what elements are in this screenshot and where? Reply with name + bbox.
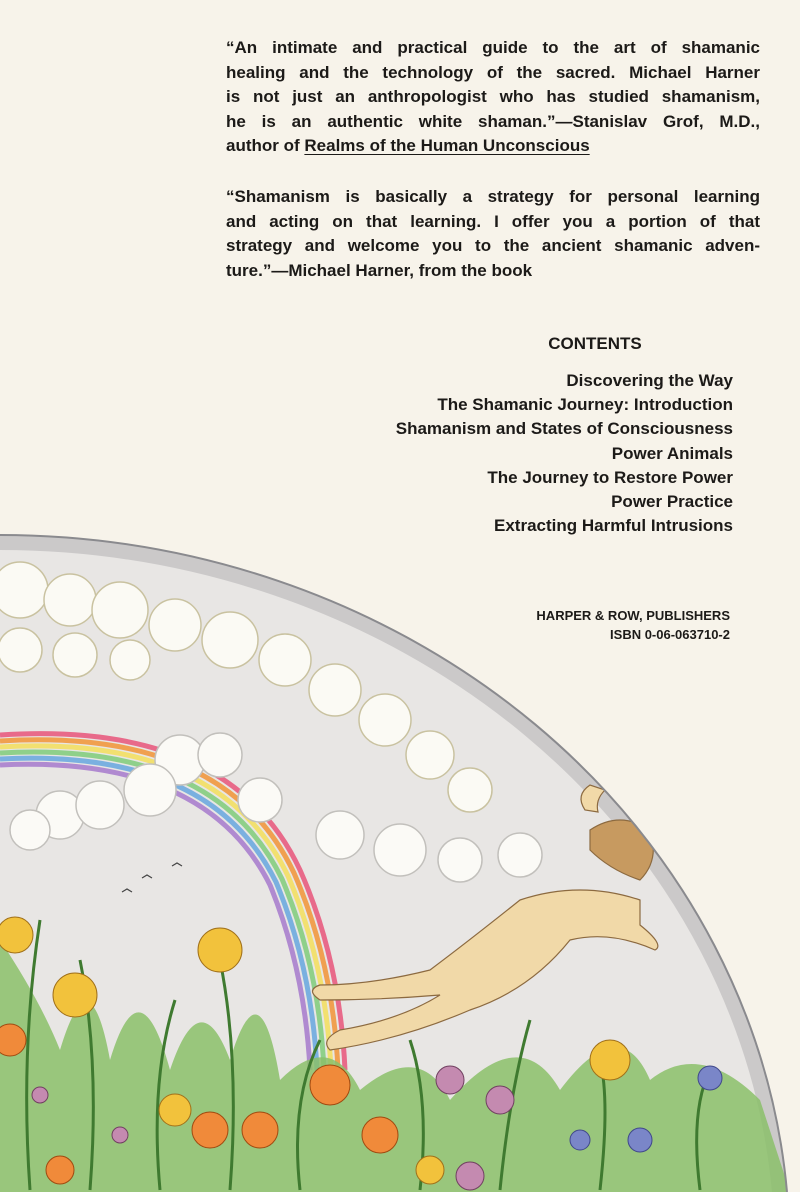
quote-line [226,134,760,159]
quote-line: healing and the technology of the sacred. Michael Harner [226,62,760,82]
quote-line: is not just an anthropologist who has studied shamanism, [226,87,760,107]
grof-quote [226,36,760,159]
quote-line: ture.”—Michael Harner, from the book [226,260,533,280]
quote-line: he is an authentic white shaman.”—Stanislav Grof, M.D., [226,111,760,131]
contents-item: The Journey to Restore Power [487,467,733,487]
quote-line: “An intimate and practical guide to the art of shamanic [226,38,760,57]
contents-list [396,369,733,538]
isbn: ISBN 0-06-063710-2 [610,627,730,642]
quote-line: strategy and welcome you to the ancient shamanic adven- [226,236,760,256]
contents-item: The Shamanic Journey: Introduction [437,395,733,415]
harner-quote [226,185,760,283]
book-title: Realms of the Human Unconscious [304,136,590,156]
quote-line: and acting on that learning. I offer you a portion of that [226,211,760,231]
publisher-name: HARPER & ROW, PUBLISHERS [536,608,730,623]
contents-heading: CONTENTS [548,334,642,353]
publisher-block [536,606,730,644]
attribution-prefix: author of [226,136,305,156]
contents-item: Shamanism and States of Consciousness [395,419,733,439]
contents-item: Power Animals [611,443,733,463]
quote-line: “Shamanism is basically a strategy for personal learning [226,187,760,206]
contents-item: Extracting Harmful Intrusions [494,516,733,536]
contents-item: Power Practice [611,492,733,512]
contents-item: Discovering the Way [566,371,733,390]
